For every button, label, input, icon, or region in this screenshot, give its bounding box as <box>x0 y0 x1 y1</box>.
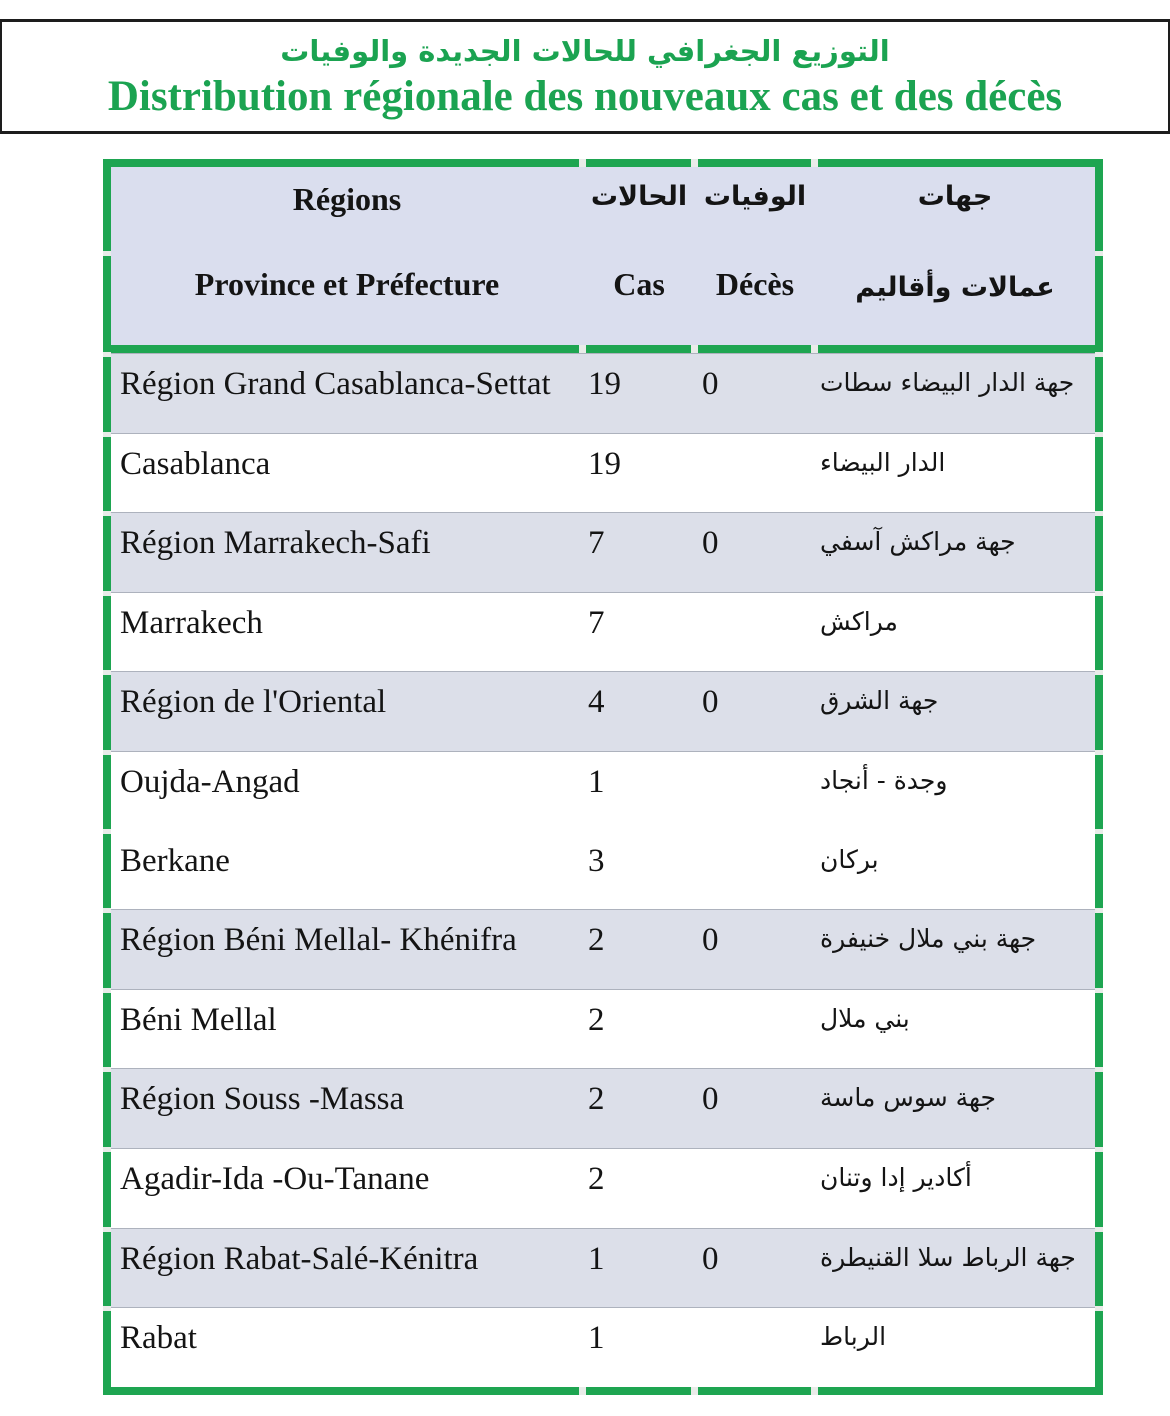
row-name-ar: جهة الرباط سلا القنيطرة <box>820 1242 1076 1272</box>
row-cases-value: 2 <box>588 1001 605 1038</box>
table-header <box>111 167 1095 345</box>
grid-notch <box>691 345 698 353</box>
row-name-fr: Région Marrakech-Safi <box>120 525 431 562</box>
row-cases-value: 1 <box>588 764 605 801</box>
header-col-cases <box>583 167 695 345</box>
title-arabic: التوزيع الجغرافي للحالات الجديدة والوفيات <box>280 33 890 68</box>
header-province-label: Province et Préfecture <box>194 266 500 302</box>
row-deaths-value <box>695 1308 815 1387</box>
row-deaths-value: 0 <box>702 366 719 402</box>
row-deaths-value <box>695 593 815 672</box>
row-name-ar: جهة الدار البيضاء سطات <box>820 368 1075 397</box>
row-deaths-value: 0 <box>702 684 719 721</box>
grid-notch <box>691 1387 698 1395</box>
row-name-fr: Région Béni Mellal- Khénifra <box>120 922 517 959</box>
grid-notch <box>579 159 586 167</box>
header-amalat-label: عمالات وأقاليم <box>855 272 1055 303</box>
header-separator <box>111 345 1095 353</box>
row-deaths-value: 0 <box>702 525 719 562</box>
row-name-fr: Berkane <box>120 842 230 879</box>
header-col-deaths <box>695 167 815 345</box>
row-name-ar: الرباط <box>820 1322 887 1352</box>
row-name-ar: جهة بني ملال خنيفرة <box>820 924 1037 954</box>
row-deaths-value: 0 <box>702 1240 719 1277</box>
row-name-fr: Région de l'Oriental <box>120 684 387 721</box>
table-row <box>111 1068 1095 1149</box>
row-deaths-value <box>695 990 815 1069</box>
row-name-ar: جهة الشرق <box>820 686 939 716</box>
row-cases-value: 19 <box>588 366 621 402</box>
row-cases-value: 3 <box>588 842 605 879</box>
row-deaths-value <box>695 831 815 910</box>
grid-notch <box>579 345 586 353</box>
table-row <box>111 593 1095 672</box>
row-name-fr: Région Souss -Massa <box>120 1081 405 1118</box>
table-row <box>111 512 1095 593</box>
table-row <box>111 353 1095 434</box>
header-cases-arabic-label: الحالات <box>590 181 688 212</box>
row-name-fr: Casablanca <box>120 445 271 482</box>
table-row <box>111 434 1095 513</box>
header-cases-label: Cas <box>613 266 665 302</box>
row-name-ar: وجدة - أنجاد <box>820 766 948 796</box>
row-name-ar: أكادير إدا وتنان <box>820 1163 972 1193</box>
header-col-regions-arabic <box>815 167 1095 345</box>
table-row <box>111 909 1095 990</box>
row-name-ar: مراكش <box>820 606 898 636</box>
row-deaths-value <box>695 752 815 831</box>
row-name-fr: Région Rabat-Salé-Kénitra <box>120 1240 479 1277</box>
grid-notch <box>691 159 698 167</box>
grid-notch <box>811 159 818 167</box>
header-jihat-label: جهات <box>917 181 993 212</box>
table-row <box>111 831 1095 910</box>
table-row <box>111 671 1095 752</box>
table-body <box>111 353 1095 1387</box>
header-deaths-arabic-label: الوفيات <box>703 181 807 212</box>
row-cases-value: 2 <box>588 1161 605 1198</box>
table-row <box>111 1228 1095 1309</box>
row-name-fr: Rabat <box>120 1320 197 1357</box>
row-name-ar: جهة سوس ماسة <box>820 1083 997 1113</box>
row-cases-value: 4 <box>588 684 605 721</box>
row-deaths-value: 0 <box>702 1081 719 1118</box>
row-name-ar: بركان <box>820 844 879 874</box>
row-cases-value: 19 <box>588 445 621 482</box>
grid-notch <box>579 1387 586 1395</box>
table-row <box>111 1308 1095 1387</box>
grid-notch <box>811 345 818 353</box>
row-name-fr: Région Grand Casablanca-Settat <box>120 366 551 402</box>
title-french: Distribution régionale des nouveaux cas et des décès <box>107 73 1063 121</box>
header-regions-label: Régions <box>292 181 402 217</box>
row-name-ar: الدار البيضاء <box>820 447 946 477</box>
table-row <box>111 752 1095 831</box>
row-cases-value: 7 <box>588 604 605 641</box>
row-cases-value: 2 <box>588 1081 605 1118</box>
header-deaths-label: Décès <box>715 266 795 302</box>
table-row <box>111 990 1095 1069</box>
grid-notch <box>811 1387 818 1395</box>
row-name-ar: بني ملال <box>820 1003 910 1033</box>
row-cases-value: 1 <box>588 1240 605 1277</box>
row-cases-value: 1 <box>588 1320 605 1357</box>
row-name-fr: Oujda-Angad <box>120 764 300 801</box>
row-name-fr: Agadir-Ida -Ou-Tanane <box>120 1161 430 1198</box>
row-deaths-value: 0 <box>702 922 719 959</box>
row-cases-value: 7 <box>588 525 605 562</box>
distribution-table <box>103 159 1103 1395</box>
row-deaths-value <box>695 1149 815 1228</box>
header-col-regions <box>111 167 583 345</box>
row-deaths-value <box>695 434 815 513</box>
row-name-fr: Marrakech <box>120 604 263 641</box>
title-banner <box>0 19 1170 134</box>
row-cases-value: 2 <box>588 922 605 959</box>
row-name-ar: جهة مراكش آسفي <box>820 527 1016 557</box>
row-name-fr: Béni Mellal <box>120 1001 277 1038</box>
table-row <box>111 1149 1095 1228</box>
